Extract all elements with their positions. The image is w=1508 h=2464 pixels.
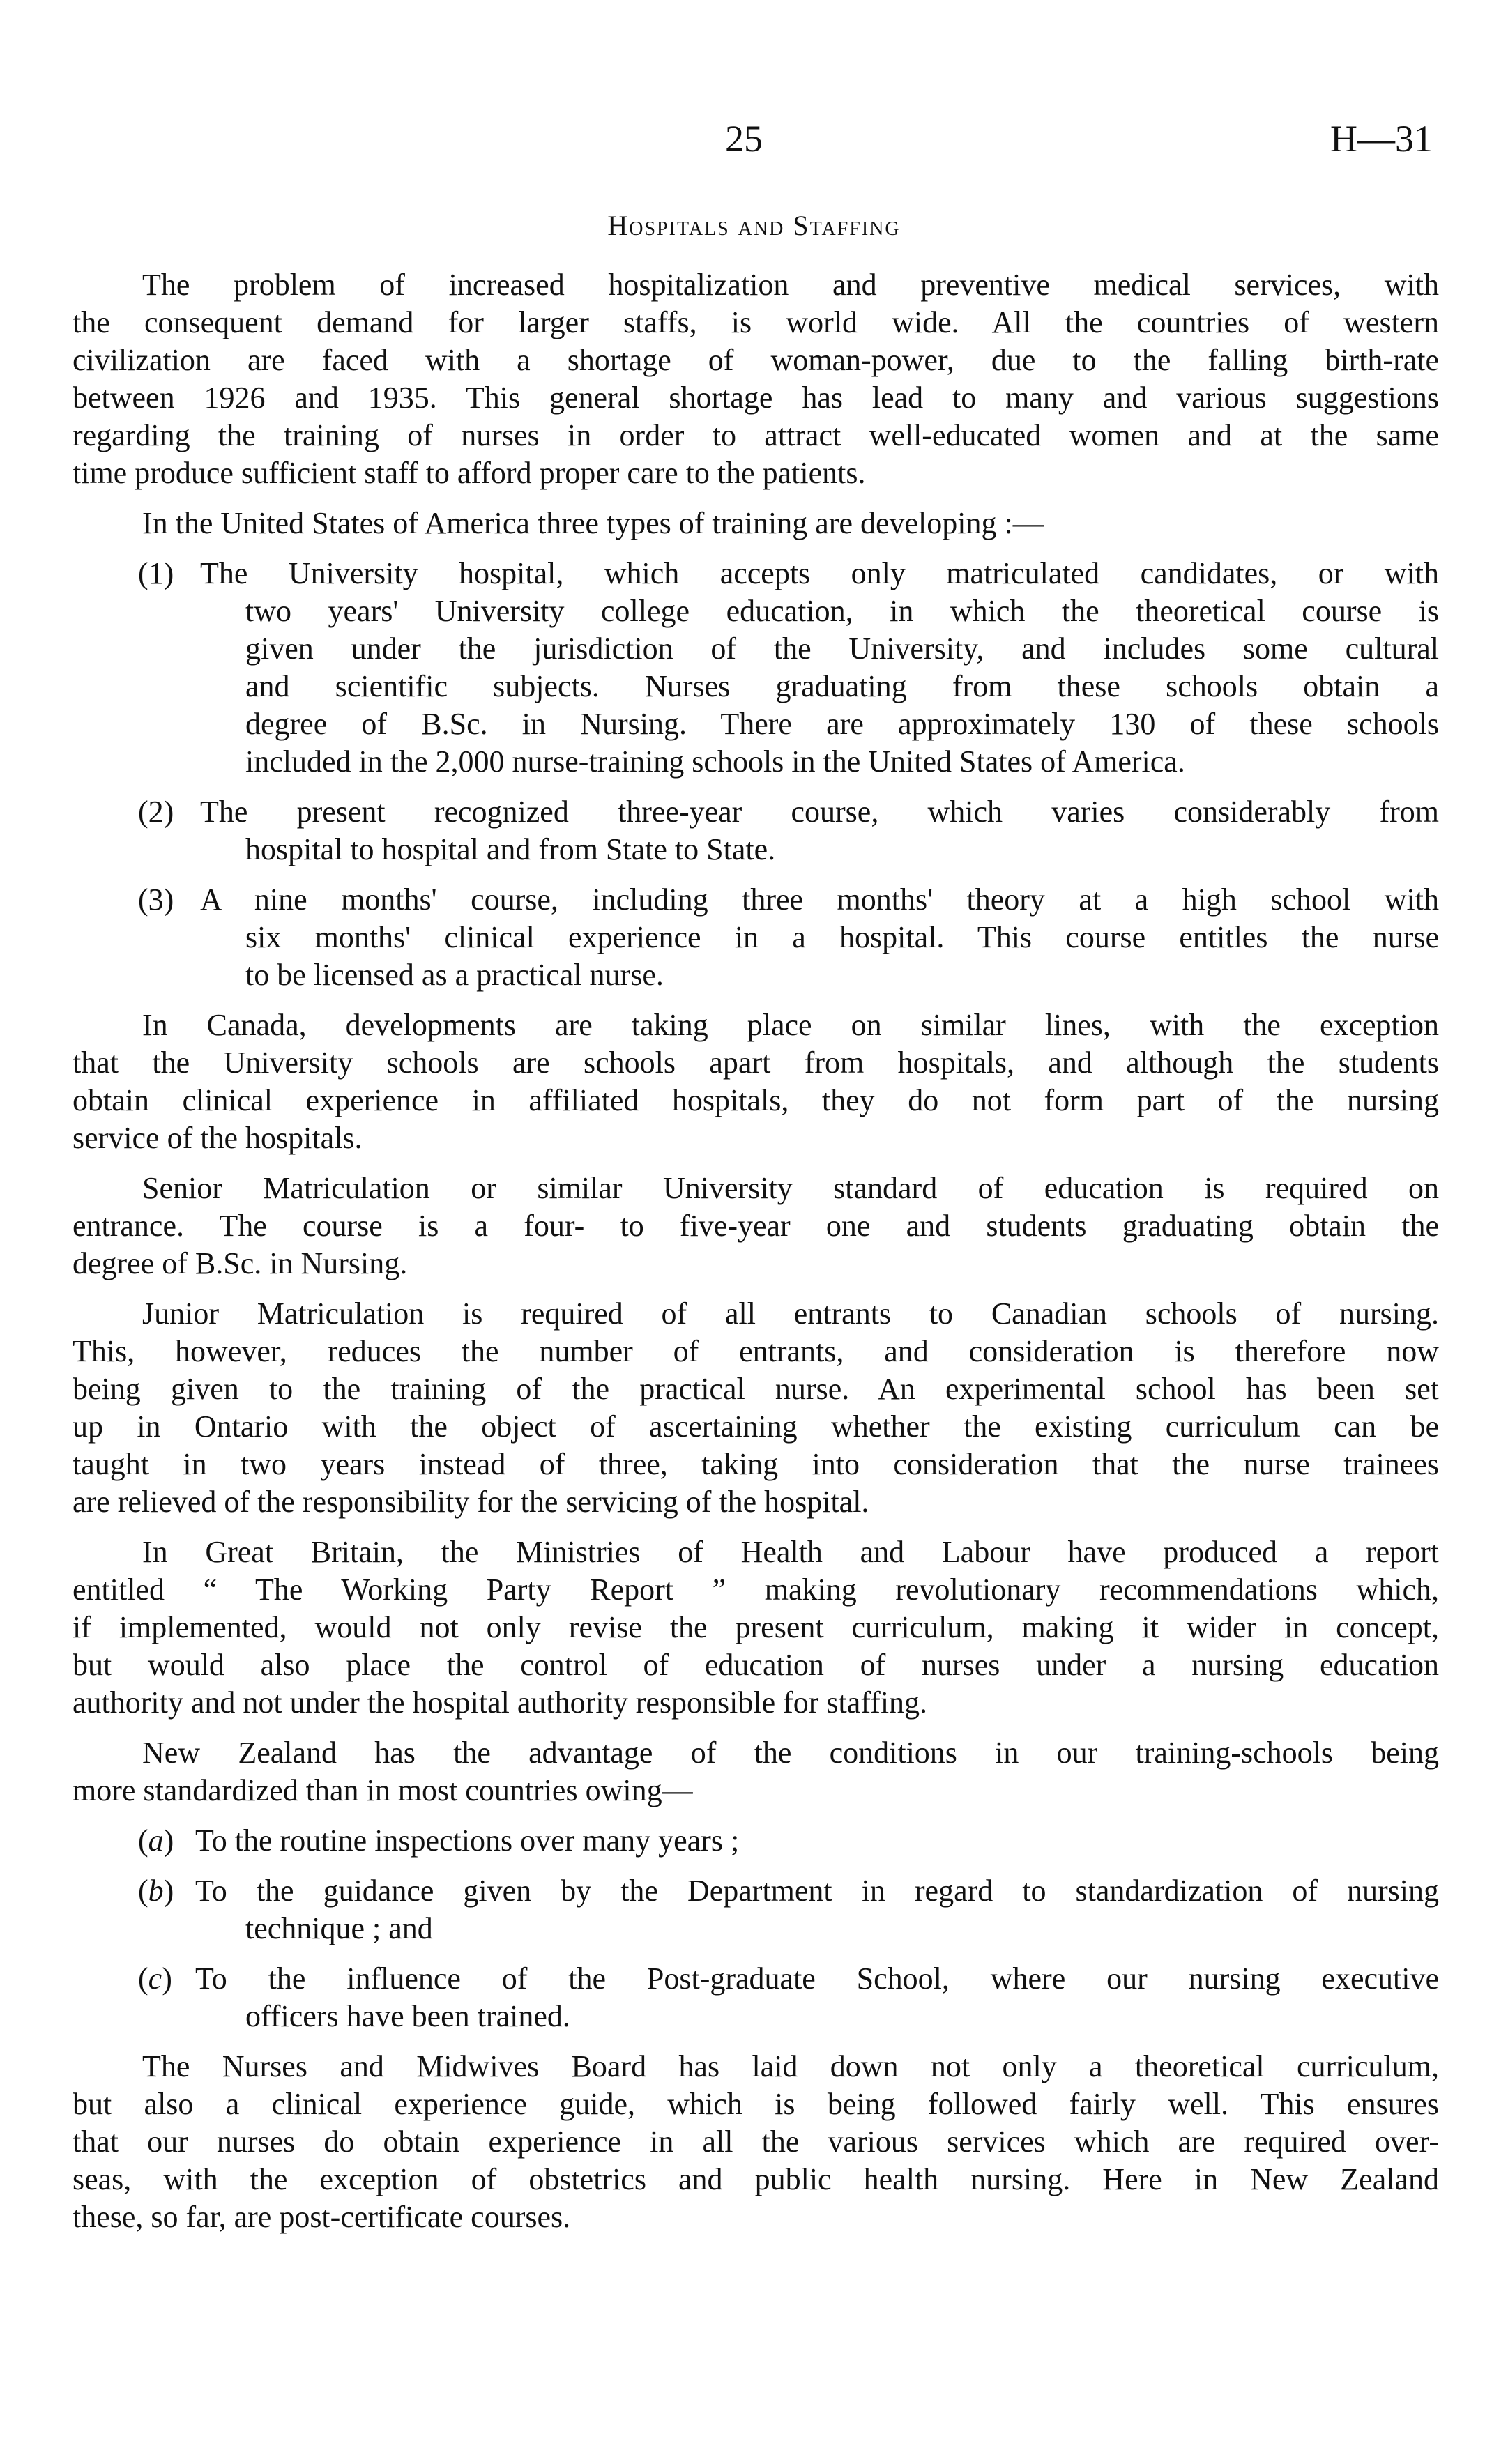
line-text: the consequent demand for larger staffs, is world wide. All the countries of western [73, 305, 1439, 339]
text-line [138, 793, 1439, 831]
paragraph [73, 1295, 1439, 1521]
list-item [73, 793, 1439, 868]
paragraph [73, 1170, 1439, 1283]
line-text: In Great Britain, the Ministries of Health and Labour have produced a report [142, 1535, 1439, 1569]
text-line [73, 1533, 1439, 1571]
paragraph [73, 505, 1439, 542]
text-line [73, 1446, 1439, 1483]
text-line [245, 1910, 1439, 1948]
line-text: two years' University college education, in which the theoretical course is [245, 594, 1439, 628]
list-marker: (1) [138, 556, 174, 590]
line-text: officers have been trained. [245, 1999, 570, 2033]
text-line [73, 417, 1439, 454]
line-text: given under the jurisdiction of the University, and includes some cultural [245, 632, 1439, 666]
text-line [73, 505, 1439, 542]
list-marker-letter: c [148, 1961, 162, 1996]
text-line [73, 1772, 1439, 1809]
text-line [73, 1295, 1439, 1333]
text-line [245, 919, 1439, 956]
line-text: to be licensed as a practical nurse. [245, 958, 664, 992]
line-text: entitled “ The Working Party Report ” making revolutionary recommendations which, [73, 1572, 1439, 1607]
line-text: seas, with the exception of obstetrics and public health nursing. Here in New Zealand [73, 2162, 1439, 2196]
line-text: time produce sufficient staff to afford proper care to the patients. [73, 456, 866, 490]
section-heading: Hospitals and Staffing [607, 210, 901, 241]
line-text: degree of B.Sc. in Nursing. [73, 1246, 408, 1280]
line-text: New Zealand has the advantage of the conditions in our training-schools being [142, 1736, 1439, 1770]
text-line [73, 1609, 1439, 1646]
text-line [138, 1822, 1439, 1860]
list-marker-letter: b [148, 1874, 164, 1908]
paragraph [73, 1007, 1439, 1157]
line-text: Junior Matriculation is required of all entrants to Canadian schools of nursing. [142, 1296, 1439, 1331]
text-line [73, 1408, 1439, 1446]
text-line [73, 1082, 1439, 1119]
text-line [73, 454, 1439, 492]
page-number: 25 [725, 118, 763, 160]
line-text: but also a clinical experience guide, which is being followed fairly well. This ensures [73, 2087, 1439, 2121]
text-line [73, 1483, 1439, 1521]
line-text: authority and not under the hospital authority responsible for staffing. [73, 1685, 928, 1720]
line-text: but would also place the control of education of nurses under a nursing education [73, 1648, 1439, 1682]
list-item [73, 1822, 1439, 1860]
line-text: The University hospital, which accepts only matriculated candidates, or with [200, 556, 1439, 590]
text-line [73, 266, 1439, 304]
paragraph [73, 2048, 1439, 2236]
line-text: up in Ontario with the object of ascertaining whether the existing curriculum can be [73, 1409, 1439, 1444]
line-text: these, so far, are post-certificate courses. [73, 2200, 571, 2234]
line-text: regarding the training of nurses in order to attract well-educated women and at the same [73, 418, 1439, 452]
line-text: civilization are faced with a shortage of woman-power, due to the falling birth-rate [73, 343, 1439, 377]
text-line [73, 1245, 1439, 1283]
paragraph [73, 1533, 1439, 1722]
list-marker: (b) [138, 1874, 174, 1908]
list-item [73, 881, 1439, 994]
text-line [73, 1370, 1439, 1408]
text-line [73, 1734, 1439, 1772]
text-line [138, 1872, 1439, 1910]
list-marker: (3) [138, 882, 174, 917]
text-line [245, 1998, 1439, 2035]
line-text: that the University schools are schools apart from hospitals, and although the students [73, 1046, 1439, 1080]
line-text: six months' clinical experience in a hospital. This course entitles the nurse [245, 920, 1439, 954]
text-line [73, 2198, 1439, 2236]
document-reference: H—31 [1330, 118, 1433, 160]
line-text: being given to the training of the practical nurse. An experimental school has been set [73, 1372, 1439, 1406]
text-line [73, 1119, 1439, 1157]
text-line [245, 831, 1439, 868]
line-text: Senior Matriculation or similar University standard of education is required on [142, 1171, 1439, 1205]
text-line [73, 1044, 1439, 1082]
line-text: technique ; and [245, 1911, 433, 1945]
text-line [245, 668, 1439, 705]
text-line [245, 592, 1439, 630]
line-text: included in the 2,000 nurse-training schools in the United States of America. [245, 744, 1185, 779]
line-text: degree of B.Sc. in Nursing. There are approximately 130 of these schools [245, 707, 1439, 741]
line-text: The Nurses and Midwives Board has laid down not only a theoretical curriculum, [142, 2049, 1439, 2083]
text-line [73, 2086, 1439, 2123]
line-text: In the United States of America three types of training are developing :— [142, 506, 1044, 540]
text-line [138, 555, 1439, 592]
text-line [73, 304, 1439, 342]
text-line [73, 2123, 1439, 2161]
text-line [245, 743, 1439, 781]
text-line [138, 881, 1439, 919]
text-line [73, 1207, 1439, 1245]
body-text [73, 266, 1439, 2236]
line-text: obtain clinical experience in affiliated hospitals, they do not form part of the nursing [73, 1083, 1439, 1117]
list-marker: (a) [138, 1823, 174, 1858]
text-line [73, 1646, 1439, 1684]
line-text: To the influence of the Post-graduate School, where our nursing executive [195, 1961, 1439, 1996]
line-text: hospital to hospital and from State to State. [245, 832, 776, 866]
line-text: The problem of increased hospitalization and preventive medical services, with [142, 268, 1439, 302]
text-line [138, 1960, 1439, 1998]
text-line [73, 342, 1439, 379]
line-text: In Canada, developments are taking place on similar lines, with the exception [142, 1008, 1439, 1042]
line-text: entrance. The course is a four- to five-year one and students graduating obtain the [73, 1209, 1439, 1243]
list-item [73, 1872, 1439, 1948]
line-text: service of the hospitals. [73, 1121, 363, 1155]
list-marker: (c) [138, 1961, 172, 1996]
text-line [73, 1684, 1439, 1722]
text-line [73, 1333, 1439, 1370]
line-text: if implemented, would not only revise the present curriculum, making it wider in concept, [73, 1610, 1439, 1644]
text-line [73, 1170, 1439, 1207]
text-line [245, 630, 1439, 668]
paragraph [73, 1734, 1439, 1809]
text-line [73, 1571, 1439, 1609]
line-text: The present recognized three-year course, which varies considerably from [200, 795, 1439, 829]
line-text: that our nurses do obtain experience in all the various services which are required over- [73, 2125, 1439, 2159]
line-text: between 1926 and 1935. This general shortage has lead to many and various suggestions [73, 381, 1439, 415]
paragraph [73, 266, 1439, 492]
list-item [73, 1960, 1439, 2035]
text-line [73, 2048, 1439, 2086]
text-line [245, 956, 1439, 994]
line-text: taught in two years instead of three, taking into consideration that the nurse trainees [73, 1447, 1439, 1481]
line-text: To the routine inspections over many years ; [195, 1823, 740, 1858]
text-line [73, 2161, 1439, 2198]
text-line [73, 379, 1439, 417]
text-line [245, 705, 1439, 743]
text-line [73, 1007, 1439, 1044]
line-text: more standardized than in most countries owing— [73, 1773, 693, 1807]
line-text: and scientific subjects. Nurses graduating from these schools obtain a [245, 669, 1439, 703]
line-text: A nine months' course, including three months' theory at a high school with [200, 882, 1439, 917]
list-marker: (2) [138, 795, 174, 829]
list-marker-letter: a [148, 1823, 164, 1858]
line-text: This, however, reduces the number of entrants, and consideration is therefore now [73, 1334, 1439, 1368]
line-text: To the guidance given by the Department in regard to standardization of nursing [195, 1874, 1439, 1908]
list-item [73, 555, 1439, 781]
line-text: are relieved of the responsibility for the servicing of the hospital. [73, 1485, 869, 1519]
